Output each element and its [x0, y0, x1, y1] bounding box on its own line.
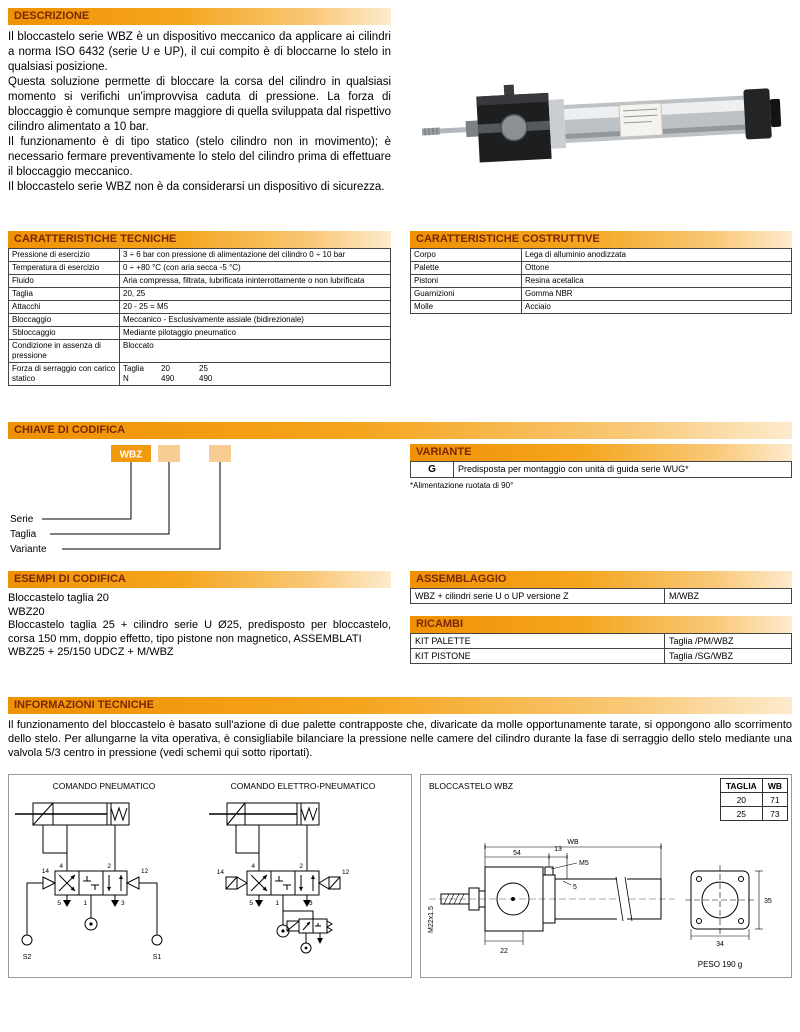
ricambi-header: RICAMBI [410, 616, 792, 633]
variante-description: Predisposta per montaggio con unità di guida serie WUG* [454, 462, 792, 478]
electro-pneumatic-circuit-diagram [199, 793, 399, 965]
circuit-diagrams-box [8, 774, 412, 978]
table-row [9, 327, 391, 340]
dim-5: 5 [573, 884, 577, 891]
ricambi-table [410, 633, 792, 664]
coding-key-section [8, 439, 792, 571]
assemblaggio-header: ASSEMBLAGGIO [410, 571, 792, 588]
tecniche-header: CARATTERISTICHE TECNICHE [8, 231, 391, 248]
size-cell: 71 [762, 793, 787, 807]
port-label: 1 [83, 900, 87, 907]
table-row [411, 301, 792, 314]
size-cell: 20 [720, 793, 762, 807]
dimension-drawing [425, 803, 787, 975]
size-cell: 73 [762, 807, 787, 821]
dim-wb: WB [567, 839, 579, 846]
electro-title: COMANDO ELETTRO-PNEUMATICO [230, 781, 376, 791]
switch-label: S2 [22, 954, 32, 961]
rod-nut [466, 121, 479, 138]
specs-section [8, 231, 792, 386]
variante-footnote: *Alimentazione ruotata di 90° [410, 481, 514, 490]
descrizione-paragraph: Questa soluzione permette di bloccare la corsa del cilindro in qualsiasi momento si verifichi un'improvvisa caduta di pressione. La forza di bloccaggio è comunque sempre maggiore di quella sviluppata dal rispettivo cilindro alimentato a 10 bar. [8, 76, 391, 133]
table-row [411, 288, 792, 301]
spec-label: Palette [411, 262, 522, 275]
dim-22: 22 [500, 948, 508, 955]
examples-section [8, 571, 792, 664]
size-table-header: TAGLIA [720, 779, 762, 793]
port-label: 4 [59, 863, 63, 870]
descrizione-header: DESCRIZIONE [8, 8, 391, 25]
variante-header: VARIANTE [410, 444, 792, 461]
valve-53-symbol [247, 871, 319, 895]
port-label: 3 [121, 900, 125, 907]
mini-cell: 25 [199, 364, 208, 373]
dim-m5: M5 [579, 860, 589, 867]
diagram-titles [9, 781, 411, 791]
table-row [411, 589, 792, 604]
spec-value: Bloccato [120, 340, 391, 363]
spec-label: Temperatura di esercizio [9, 262, 120, 275]
mini-cell: 490 [161, 374, 175, 383]
clamp-collar [549, 99, 567, 149]
port-label: 14 [41, 868, 49, 875]
assemblaggio-code: M/WBZ [665, 589, 792, 604]
coding-label-variante: Variante [10, 544, 47, 555]
valve-53-symbol [55, 871, 127, 895]
coding-label-serie: Serie [10, 514, 34, 525]
descrizione-paragraph: Il bloccastelo serie WBZ è un dispositivo meccanico da applicare ai cilindri a norma ISO 6432 (serie U e UP), il cui compito è di bloccarne lo stelo in qualsiasi posizione. [8, 31, 391, 73]
table-row [411, 462, 792, 478]
esempi-header: ESEMPI DI CODIFICA [8, 571, 391, 588]
spec-value: Lega di alluminio anodizzata [522, 249, 792, 262]
coding-label-taglia: Taglia [10, 529, 37, 540]
port-label: 1 [275, 900, 279, 907]
esempi-text [8, 592, 391, 660]
variante-table [410, 461, 792, 478]
chiave-header: CHIAVE DI CODIFICA [8, 422, 792, 439]
dim-35: 35 [764, 898, 772, 905]
descrizione-paragraph: Il bloccastelo serie WBZ non è da considerarsi un dispositivo di sicurezza. [8, 181, 385, 193]
table-row [720, 779, 787, 793]
esempi-line: Bloccastelo taglia 25 + cilindro serie U Ø25, predisposto per bloccastelo, corsa 150 mm, doppio effetto, tipo pistone non magnetico, ASSEMBLATI [8, 619, 391, 645]
esempi-line: WBZ25 + 25/150 UDCZ + M/WBZ [8, 646, 174, 658]
m5-port [545, 867, 553, 875]
spec-value: Meccanico - Esclusivamente assiale (bidirezionale) [120, 314, 391, 327]
table-row [411, 249, 792, 262]
spec-label: Pistoni [411, 275, 522, 288]
spec-label: Bloccaggio [9, 314, 120, 327]
ricambi-label: KIT PALETTE [411, 634, 665, 649]
mini-cell: Taglia [123, 364, 144, 373]
spec-value: 3 ÷ 6 bar con pressione di alimentazione del cilindro 0 ÷ 10 bar [120, 249, 391, 262]
esempi-line: WBZ20 [8, 605, 45, 618]
ricambi-label: KIT PISTONE [411, 649, 665, 664]
spec-label: Guarnizioni [411, 288, 522, 301]
spec-label: Attacchi [9, 301, 120, 314]
table-row [9, 314, 391, 327]
table-row [9, 249, 391, 262]
spec-value: Resina acetalica [522, 275, 792, 288]
product-photo [414, 66, 792, 186]
variante-code: G [411, 462, 454, 478]
clamping-force-table [123, 364, 237, 384]
spec-label: Fluido [9, 275, 120, 288]
product-label [619, 103, 663, 137]
spec-label: Sbloccaggio [9, 327, 120, 340]
variante-section [410, 444, 792, 490]
pneumatic-title: COMANDO PNEUMATICO [52, 781, 156, 791]
table-row [411, 275, 792, 288]
port-label: 4 [251, 863, 255, 870]
port-label: 3 [309, 900, 313, 907]
port-label: 14 [216, 869, 224, 876]
dim-54: 54 [513, 850, 521, 857]
informazioni-header: INFORMAZIONI TECNICHE [8, 697, 792, 714]
table-row [9, 288, 391, 301]
code-box-label: WBZ [119, 449, 143, 461]
code-box-variante [209, 445, 231, 462]
dim-13: 13 [554, 846, 562, 853]
table-row [9, 340, 391, 363]
table-row [411, 262, 792, 275]
table-row [411, 634, 792, 649]
port-label: 2 [299, 863, 303, 870]
descrizione-paragraph: Il funzionamento è di tipo statico (stelo cilindro non in movimento); è necessario fermare preventivamente lo stelo del cilindro prima di effettuare il bloccaggio meccanico. [8, 136, 391, 178]
spec-value: Acciaio [522, 301, 792, 314]
costruttive-header: CARATTERISTICHE COSTRUTTIVE [410, 231, 792, 248]
mini-cell: 490 [199, 374, 213, 383]
weight-label: PESO 190 g [697, 960, 743, 969]
table-row [9, 363, 391, 386]
mini-cell: N [123, 374, 129, 383]
construction-specs-table [410, 248, 792, 314]
spec-value: Mediante pilotaggio pneumatico [120, 327, 391, 340]
spec-value: 20 - 25 = M5 [120, 301, 391, 314]
spec-value: Aria compressa, filtrata, lubrificata ininterrottamente o non lubrificata [120, 275, 391, 288]
pneumatic-circuit-diagram [9, 793, 199, 965]
table-row [9, 301, 391, 314]
mini-cell: 20 [161, 364, 170, 373]
dim-34: 34 [716, 941, 724, 948]
technical-drawing-box [420, 774, 792, 978]
end-cap [743, 88, 772, 139]
port-label: 2 [107, 863, 111, 870]
spec-label: Forza di serraggio con carico statico [9, 363, 120, 386]
spec-value [120, 363, 391, 386]
port-label: 5 [249, 900, 253, 907]
switch-label: S1 [152, 954, 162, 961]
spec-value: 0 ÷ +80 °C (con aria secca -5 °C) [120, 262, 391, 275]
table-row [9, 262, 391, 275]
port-label: 12 [342, 869, 350, 876]
descrizione-text [8, 30, 391, 195]
limit-switch-s1 [152, 935, 162, 945]
spec-value: Gomma NBR [522, 288, 792, 301]
size-table-header: WB [762, 779, 787, 793]
spec-label: Condizione in assenza di pressione [9, 340, 120, 363]
spec-value: Ottone [522, 262, 792, 275]
spec-label: Pressione di esercizio [9, 249, 120, 262]
technical-specs-table [8, 248, 391, 386]
table-row [9, 275, 391, 288]
drawing-title: BLOCCASTELO WBZ [429, 781, 514, 791]
port-label: 5 [57, 900, 61, 907]
size-cell: 25 [720, 807, 762, 821]
table-row [411, 649, 792, 664]
spec-label: Taglia [9, 288, 120, 301]
assemblaggio-table [410, 588, 792, 604]
code-box-taglia [158, 445, 180, 462]
ricambi-code: Taglia /PM/WBZ [665, 634, 792, 649]
dim-m22: M22x1.5 [428, 906, 435, 933]
spec-label: Corpo [411, 249, 522, 262]
ricambi-code: Taglia /SG/WBZ [665, 649, 792, 664]
coding-key-diagram [8, 439, 408, 569]
assemblaggio-label: WBZ + cilindri serie U o UP versione Z [411, 589, 665, 604]
limit-switch-s2 [22, 935, 32, 945]
port-label: 12 [141, 868, 149, 875]
informazioni-text: Il funzionamento del bloccastelo è basato sull'azione di due palette contrapposte che, divaricate da molle opportunamente tarate, si oppongono allo scorrimento dello stelo. Per allungarne la vita operativa, è consigliabile bilanciare la pressione nelle camere del cilindro durante la fase di serraggio dello stelo mediante una valvola 5/3 centro in pressione (vedi schemi qui sotto riportati). [8, 719, 792, 759]
spec-label: Molle [411, 301, 522, 314]
esempi-line: Bloccastelo taglia 20 [8, 592, 109, 604]
diagrams-section [8, 774, 792, 978]
spec-value: 20, 25 [120, 288, 391, 301]
